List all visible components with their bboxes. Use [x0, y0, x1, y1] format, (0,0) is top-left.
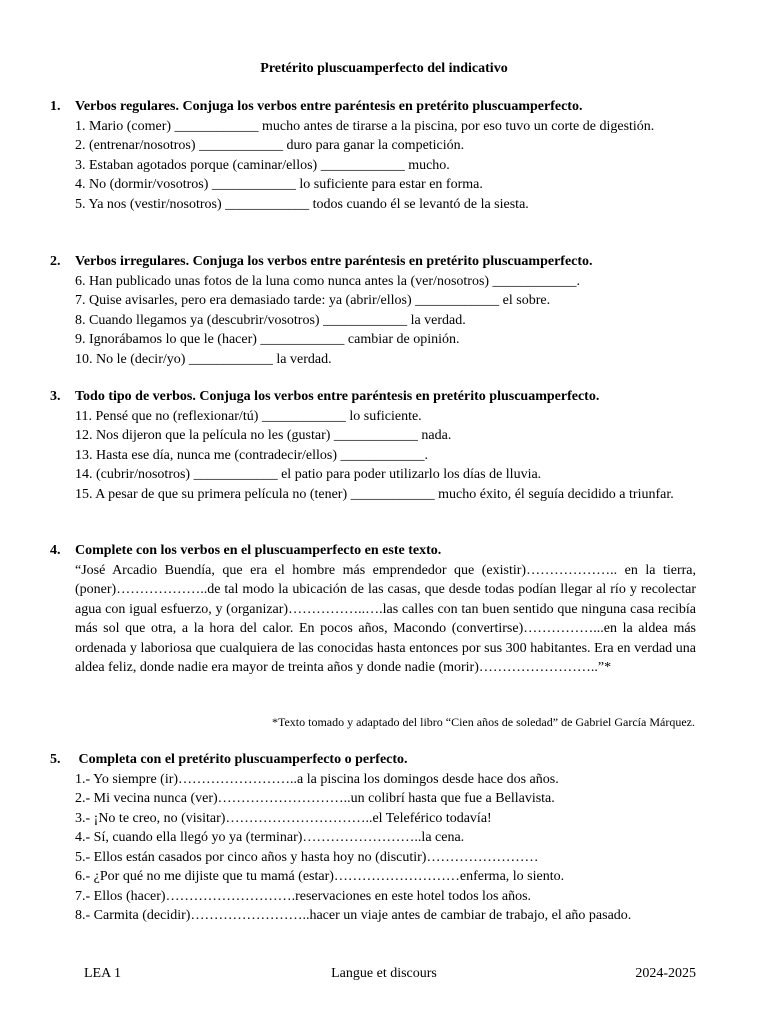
exercise-item: 10. No le (decir/yo) ____________ la verdad.	[75, 351, 332, 367]
section-body	[50, 117, 696, 215]
section-2	[50, 252, 696, 369]
section-body	[50, 272, 696, 370]
footer-course: LEA 1	[84, 966, 121, 981]
source-footnote: *Texto tomado y adaptado del libro “Cien años de soledad” de Gabriel García Márquez.	[271, 715, 695, 729]
section-heading	[50, 750, 696, 770]
exercise-item: 15. A pesar de que su primera película no (tener) ____________ mucho éxito, él seguía decidido a triunfar.	[75, 486, 674, 502]
exercise-item: 7. Quise avisarles, pero era demasiado tarde: ya (abrir/ellos) ____________ el sobre.	[75, 293, 551, 308]
section-number: 4.	[50, 543, 61, 558]
section-1	[50, 97, 696, 214]
exercise-item: 12. Nos dijeron que la película no les (gustar) ____________ nada.	[75, 428, 452, 443]
exercise-item: 1.- Yo siempre (ir)……………………..a la piscina los domingos desde hace dos años.	[75, 771, 559, 787]
section-body	[50, 561, 696, 678]
section-4	[50, 541, 696, 678]
section-number: 3.	[50, 389, 61, 404]
exercise-item: 4. No (dormir/vosotros) ____________ lo suficiente para estar en forma.	[75, 177, 483, 192]
exercise-item: 4.- Sí, cuando ella llegó yo ya (terminar)……………………..la cena.	[75, 830, 465, 845]
exercise-item: 6. Han publicado unas fotos de la luna como nunca antes la (ver/nosotros) ____________.	[75, 273, 581, 289]
footer-subject: Langue et discours	[331, 966, 437, 981]
section-heading-text: Completa con el pretérito pluscuamperfecto o perfecto.	[75, 752, 408, 767]
exercise-item: 6.- ¿Por qué no me dijiste que tu mamá (estar)………………………enferma, lo siento.	[75, 869, 565, 884]
section-number: 2.	[50, 254, 61, 269]
exercise-item: 14. (cubrir/nosotros) ____________ el patio para poder utilizarlo los días de lluvia.	[75, 467, 542, 482]
exercise-item: 3. Estaban agotados porque (caminar/ellos) ____________ mucho.	[75, 157, 450, 173]
exercise-item: 7.- Ellos (hacer)……………………….reservaciones en este hotel todos los años.	[75, 888, 532, 904]
exercise-item: 5. Ya nos (vestir/nosotros) ____________ todos cuando él se levantó de la siesta.	[75, 196, 529, 212]
exercise-item: 8.- Carmita (decidir)……………………..hacer un viaje antes de cambiar de trabajo, el año pasado.	[75, 908, 632, 923]
section-heading	[50, 252, 696, 272]
exercise-item: 11. Pensé que no (reflexionar/tú) ____________ lo suficiente.	[75, 408, 422, 424]
section-3	[50, 387, 696, 504]
section-number: 1.	[50, 99, 61, 114]
exercise-item: 8. Cuando llegamos ya (descubrir/vosotros) ____________ la verdad.	[75, 312, 466, 328]
section-heading	[50, 541, 696, 561]
exercise-item: 1. Mario (comer) ____________ mucho antes de tirarse a la piscina, por eso tuvo un corte de digestión.	[75, 118, 655, 134]
exercise-item: 9. Ignorábamos lo que le (hacer) ____________ cambiar de opinión.	[75, 332, 460, 347]
section-body	[50, 407, 696, 505]
exercise-item: 3.- ¡No te creo, no (visitar)…………………………..el Teleférico todavía!	[75, 810, 492, 826]
section-heading-text: Todo tipo de verbos. Conjuga los verbos entre paréntesis en pretérito pluscuamperfecto.	[75, 389, 600, 404]
page-title: Pretérito pluscuamperfecto del indicativo	[260, 61, 508, 76]
section-heading-text: Complete con los verbos en el pluscuamperfecto en este texto.	[75, 543, 442, 558]
section-heading	[50, 387, 696, 407]
footer-year: 2024-2025	[635, 966, 696, 981]
cloze-paragraph: “José Arcadio Buendía, que era el hombre más emprendedor que (existir)……………….. en la tierra, (poner)………………..de tal modo la ubicación de las casas, que desde todas podían llegar al río y recolectar agua con igual esfuerzo, y (organizar)……………..….las calles con tan buen sentido que ninguna casa recibía más sol que otra, a la hora del calor. En pocos años, Macondo (convertirse)……………...en la aldea más ordenada y laboriosa que cualquiera de las conocidas hasta entonces por sus 300 habitantes. Era en verdad una aldea feliz, donde nadie era mayor de treinta años y donde nadie (morir)……………………..”*	[75, 562, 696, 675]
section-heading-text: Verbos regulares. Conjuga los verbos entre paréntesis en pretérito pluscuamperfecto.	[75, 99, 583, 114]
section-5	[50, 750, 696, 926]
section-heading	[50, 97, 696, 117]
section-number: 5.	[50, 752, 61, 767]
section-body	[50, 770, 696, 926]
exercise-item: 2. (entrenar/nosotros) ____________ duro para ganar la competición.	[75, 138, 465, 153]
exercise-item: 13. Hasta ese día, nunca me (contradecir/ellos) ____________.	[75, 447, 429, 463]
section-heading-text: Verbos irregulares. Conjuga los verbos entre paréntesis en pretérito pluscuamperfecto.	[75, 254, 593, 269]
exercise-item: 5.- Ellos están casados por cinco años y hasta hoy no (discutir)……………………	[75, 849, 539, 865]
exercise-item: 2.- Mi vecina nunca (ver)………………………..un colibrí hasta que fue a Bellavista.	[75, 791, 555, 806]
